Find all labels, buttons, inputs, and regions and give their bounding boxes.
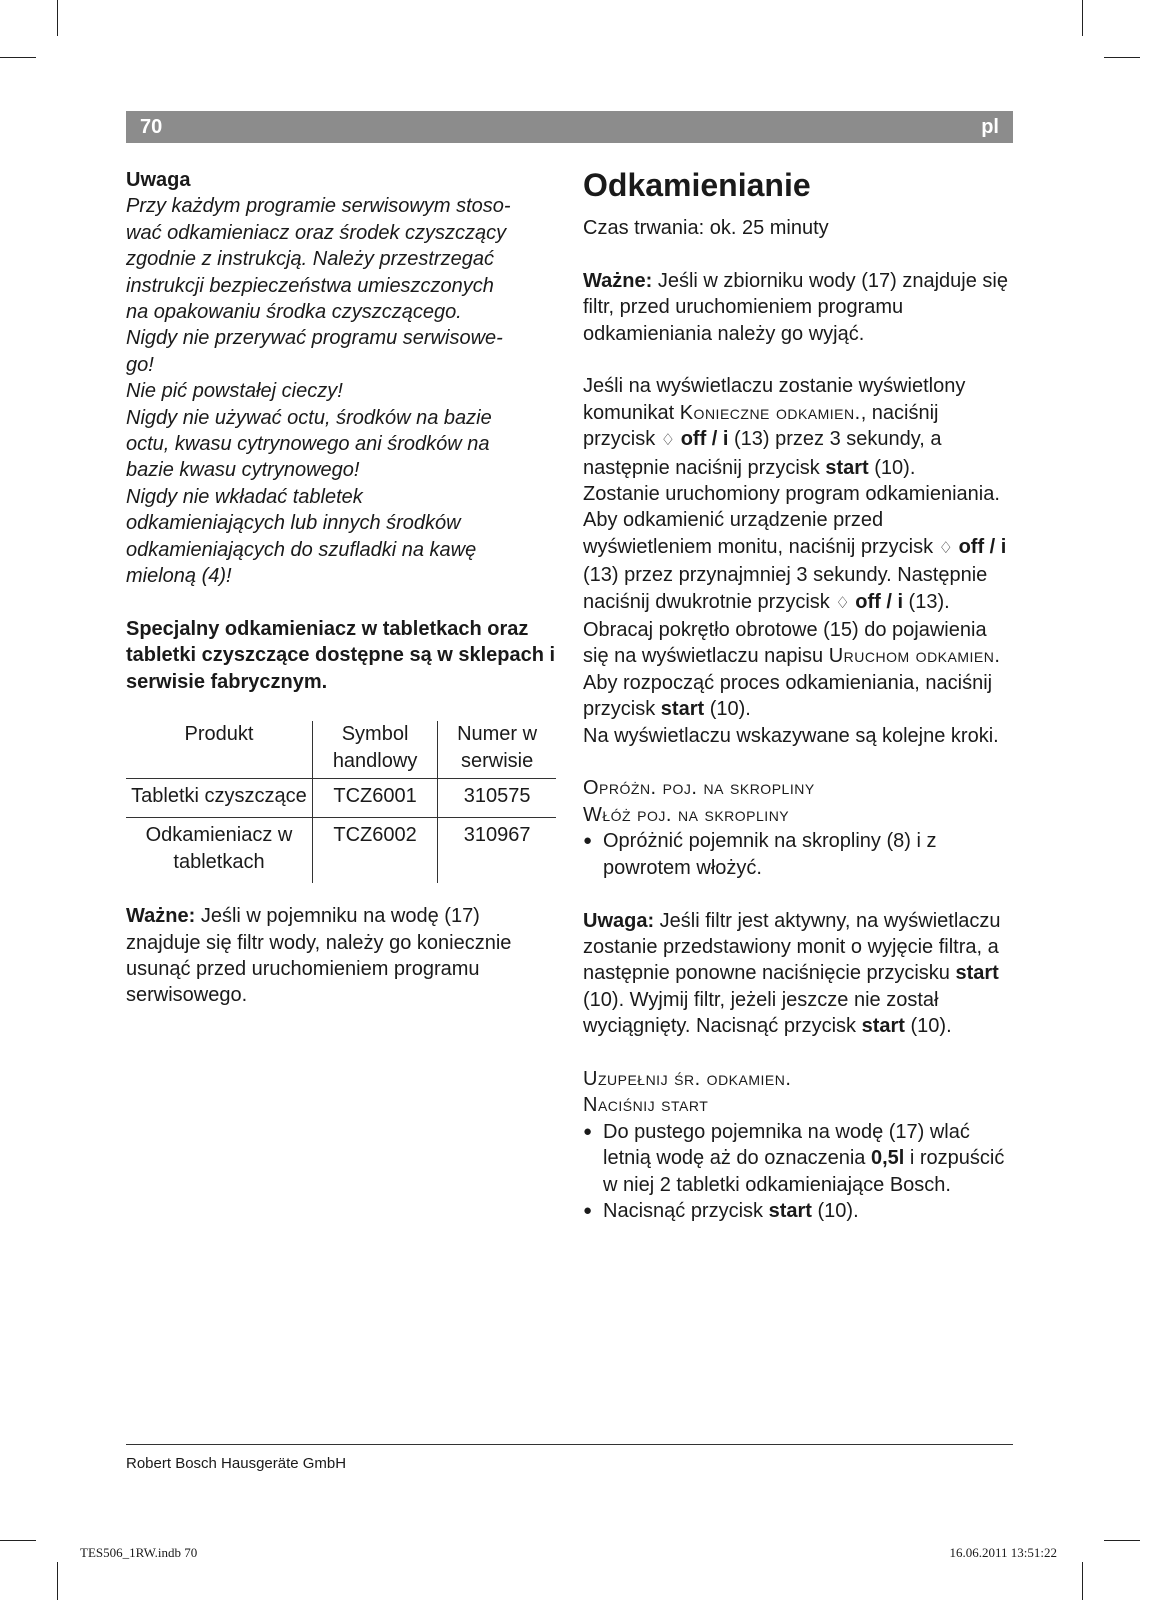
text: Aby rozpocząć proces odkamieniania, naciśnij przycisk	[583, 671, 993, 721]
program-start-text: Zostanie uruchomiony program odkamieniania.	[583, 483, 1000, 506]
display-message: Włóż poj. na skropliny	[583, 803, 790, 826]
display-message: Naciśnij start	[583, 1094, 709, 1117]
text: (10).	[904, 1015, 952, 1038]
off-info-button-label: off / i	[680, 428, 729, 451]
note-line: instrukcji bezpieczeństwa umieszczonych	[126, 274, 494, 297]
service-number-cell: 310575	[438, 778, 556, 817]
table-row	[126, 778, 556, 817]
decalcify-icon: ♢	[938, 539, 954, 557]
language-code: pl	[981, 116, 999, 138]
start-button-label: start	[768, 1199, 812, 1222]
note-line: Nigdy nie używać octu, środków na bazie	[126, 406, 492, 429]
display-message: Uzupełnij śr. odkamien.	[583, 1067, 792, 1090]
important-note	[126, 903, 558, 1009]
crop-mark	[0, 57, 36, 58]
note-line: zgodnie z instrukcją. Należy przestrzegać	[126, 248, 494, 271]
list-item	[583, 1198, 1015, 1224]
note-line: Nigdy nie przerywać programu serwisowe-	[126, 327, 503, 350]
note-line: wać odkamieniacz oraz środek czyszczący	[126, 221, 507, 244]
company-name: Robert Bosch Hausgeräte GmbH	[126, 1455, 347, 1472]
important-text: Jeśli w pojemniku na wodę (17) znajduje się filtr wody, należy go koniecznie usunąć przed uruchomieniem programu serwisowego.	[126, 905, 512, 1007]
left-column	[126, 167, 558, 1009]
footer	[126, 1444, 1013, 1477]
start-button-label: start	[955, 962, 999, 985]
important-label: Ważne:	[583, 269, 653, 292]
symbol-cell: TCZ6001	[312, 778, 437, 817]
crop-mark	[1082, 0, 1083, 36]
table-header-row	[126, 721, 556, 778]
fill-mark: 0,5l	[870, 1147, 905, 1170]
filter-note	[583, 908, 1015, 1040]
text: (10).	[868, 456, 916, 479]
note-title: Uwaga	[126, 169, 191, 191]
start-button-label: start	[825, 456, 869, 479]
text: Nacisnąć przycisk	[603, 1199, 769, 1222]
column-header: Numer w serwisie	[438, 721, 556, 778]
display-message: Uruchom odkamien.	[828, 645, 1001, 668]
print-slug-date: 16.06.2011 13:51:22	[949, 1545, 1057, 1560]
display-message: Opróżn. poj. na skropliny	[583, 777, 815, 800]
text: (13) przez 3 sekundy, a następnie naciśnij przycisk	[583, 428, 942, 479]
text: , naciśnij przycisk	[583, 401, 939, 451]
note-line: na opakowaniu środka czyszczącego.	[126, 301, 462, 324]
service-number-cell: 310967	[438, 818, 556, 883]
crop-mark	[57, 0, 58, 36]
text: i rozpuścić w niej 2 tabletki odkamieniające Bosch.	[603, 1147, 1005, 1196]
column-header: Produkt	[184, 723, 254, 746]
products-table	[126, 721, 556, 883]
text: (13). Obracaj pokrętło obrotowe (15) do pojawienia się na wyświetlaczu napisu	[583, 590, 987, 668]
table-row	[126, 818, 556, 883]
note-line: Nie pić powstałej cieczy!	[126, 380, 343, 403]
note-label: Uwaga:	[583, 909, 655, 932]
column-header: Symbol handlowy	[312, 721, 437, 778]
start-button-label: start	[861, 1015, 905, 1038]
note-line: Przy każdym programie serwisowym stoso-	[126, 195, 511, 218]
page-header-bar	[126, 111, 1013, 143]
crop-mark	[1104, 1540, 1140, 1541]
list-item	[583, 1119, 1015, 1198]
product-cell: Odkamieniacz w tabletkach	[126, 818, 312, 883]
off-info-button-label: off / i	[855, 590, 903, 613]
note-line: odkamieniających do szufladki na kawę	[126, 538, 477, 561]
important-note	[583, 268, 1015, 347]
warning-note	[126, 193, 558, 589]
text: (10). Wyjmij filtr, jeżeli jeszcze nie został wyciągnięty. Nacisnąć przycisk	[583, 988, 939, 1038]
page-number: 70	[140, 116, 163, 138]
crop-mark	[57, 1562, 58, 1600]
text: Aby odkamienić urządzenie przed wyświetleniem monitu, naciśnij przycisk	[583, 509, 939, 558]
print-slug-file: TES506_1RW.indb 70	[80, 1545, 198, 1560]
text: Do pustego pojemnika na wodę (17) wlać letnią wodę aż do oznaczenia	[603, 1120, 970, 1170]
symbol-cell: TCZ6002	[312, 818, 437, 883]
steps-text: Na wyświetlaczu wskazywane są kolejne kroki.	[583, 724, 999, 747]
list-item: ● Opróżnić pojemnik na skropliny (8) i z powrotem włożyć.	[583, 828, 1015, 881]
text: (10).	[704, 698, 751, 721]
section-title: Odkamienianie	[583, 167, 811, 203]
note-line: bazie kwasu cytrynowego!	[126, 459, 360, 482]
important-text: Jeśli w zbiorniku wody (17) znajduje się filtr, przed uruchomieniem programu odkamieniania należy go wyjąć.	[583, 269, 1008, 345]
crop-mark	[0, 1540, 36, 1541]
crop-mark	[1104, 57, 1140, 58]
right-column	[583, 165, 1015, 1224]
instructions-paragraph	[583, 373, 1015, 481]
text: (10).	[811, 1199, 859, 1222]
text: Jeśli filtr jest aktywny, na wyświetlaczu zostanie przedstawiony monit o wyjęcie filtra, a następnie ponowne naciśnięcie przycisku	[583, 909, 1001, 985]
decalcify-icon: ♢	[835, 594, 850, 612]
text: Jeśli na wyświetlaczu zostanie wyświetlony komunikat	[583, 375, 966, 424]
manual-decalcify-paragraph	[583, 507, 1015, 722]
note-line: octu, kwasu cytrynowego ani środków na	[126, 433, 490, 456]
text: (13) przez przynajmniej 3 sekundy. Następnie naciśnij dwukrotnie przycisk	[583, 564, 988, 613]
note-line: Nigdy nie wkładać tabletek	[126, 485, 363, 508]
display-message: Konieczne odkamien.	[679, 401, 861, 424]
duration: Czas trwania: ok. 25 minuty	[583, 217, 829, 239]
note-line: mieloną (4)!	[126, 565, 232, 588]
decalcify-icon: ♢	[660, 432, 676, 450]
note-line: odkamieniających lub innych środków	[126, 512, 461, 535]
important-label: Ważne:	[126, 905, 196, 928]
crop-mark	[1082, 1562, 1083, 1600]
start-button-label: start	[660, 698, 705, 721]
note-line: go!	[126, 353, 154, 376]
product-cell: Tabletki czyszczące	[126, 778, 312, 817]
off-info-button-label: off / i	[958, 535, 1007, 558]
tablets-availability: Specjalny odkamieniacz w tabletkach oraz tabletki czyszczące dostępne są w sklepach i serwisie fabrycznym.	[126, 617, 556, 693]
